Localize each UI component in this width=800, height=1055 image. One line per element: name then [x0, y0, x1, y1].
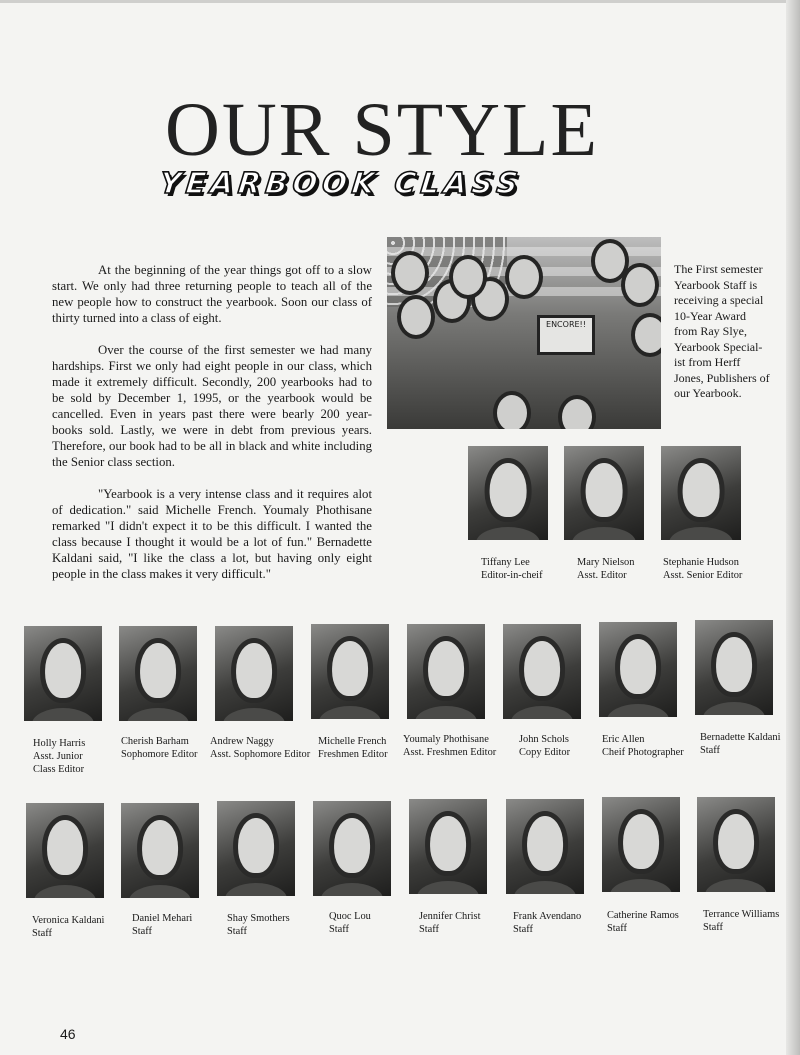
page-top-edge	[0, 0, 800, 3]
group-member	[635, 317, 661, 353]
staff-caption	[403, 733, 496, 759]
person-role: Staff	[329, 924, 350, 935]
page-subtitle: YEARBOOK CLASS	[158, 166, 525, 200]
person-role: Staff	[132, 926, 153, 937]
staff-caption	[602, 733, 684, 759]
person-name: Frank Avendano	[513, 911, 582, 922]
portrait-photo	[599, 622, 677, 717]
portrait-photo	[119, 626, 197, 721]
portrait-photo	[311, 624, 389, 719]
person-name: Shay Smothers	[227, 913, 290, 924]
paragraph-text: At the beginning of the year things got off to a slow start. We only had three returning people to teach all of the new people how to construct the yearbook. Soon our class of thirty turned into a class of eight.	[52, 263, 372, 325]
person-role: Asst. Senior Editor	[663, 570, 743, 581]
person-name: Catherine Ramos	[607, 910, 679, 921]
person-role: Staff	[419, 924, 440, 935]
intro-paragraph-3	[52, 486, 372, 582]
portrait-photo	[217, 801, 295, 896]
person-name: Youmaly Phothisane	[403, 734, 489, 745]
staff-caption	[32, 914, 104, 940]
editor-caption	[481, 556, 543, 582]
person-name: Stephanie Hudson	[663, 557, 739, 568]
person-name: Jennifer Christ	[419, 911, 481, 922]
staff-caption	[513, 910, 581, 936]
intro-paragraph-1	[52, 262, 372, 326]
staff-caption	[210, 735, 310, 761]
portrait-photo	[215, 626, 293, 721]
portrait-photo	[564, 446, 644, 540]
portrait-photo	[506, 799, 584, 894]
staff-caption	[329, 910, 371, 936]
staff-caption	[227, 912, 290, 938]
group-photo	[387, 237, 661, 429]
editor-caption	[577, 556, 634, 582]
person-role: Staff	[227, 926, 248, 937]
person-name: Veronica Kaldani	[32, 915, 105, 926]
page-title: OUR STYLE	[165, 88, 599, 172]
person-role: Freshmen Editor	[318, 749, 388, 760]
intro-paragraph-2	[52, 342, 372, 470]
portrait-photo	[697, 797, 775, 892]
person-name: Andrew Naggy	[210, 736, 274, 747]
portrait-photo	[661, 446, 741, 540]
group-member	[453, 259, 483, 295]
staff-caption	[519, 733, 570, 759]
person-name: Quoc Lou	[329, 911, 371, 922]
person-role: Asst. Editor	[577, 570, 627, 581]
group-member	[625, 267, 655, 303]
person-role: Staff	[607, 923, 628, 934]
staff-caption	[700, 731, 781, 757]
staff-caption	[318, 735, 388, 761]
person-role: Copy Editor	[519, 747, 571, 758]
person-name: Mary Nielson	[577, 557, 635, 568]
award-plaque: ENCORE!!	[537, 315, 595, 355]
group-photo-caption: The First semester Yearbook Staff is receiving a special 10-Year Award from Ray Slye, Yearbook Special-ist from Herff Jones, Publishers of our Yearbook.	[674, 262, 770, 400]
portrait-photo	[503, 624, 581, 719]
staff-caption	[419, 910, 480, 936]
portrait-photo	[695, 620, 773, 715]
group-member	[595, 243, 625, 279]
person-name: Eric Allen	[602, 734, 645, 745]
group-member	[401, 299, 431, 335]
portrait-photo	[407, 624, 485, 719]
group-member	[562, 399, 592, 429]
person-name: Cherish Barham	[121, 736, 189, 747]
page-number: 46	[60, 1026, 76, 1042]
page-binding-shadow	[786, 0, 800, 1055]
portrait-photo	[468, 446, 548, 540]
person-name: Bernadette Kaldani	[700, 732, 781, 743]
portrait-photo	[26, 803, 104, 898]
person-role: Staff	[700, 745, 721, 756]
person-role: Asst. Sophomore Editor	[210, 749, 311, 760]
paragraph-text: "Yearbook is a very intense class and it requires alot of dedication." said Michelle French. Youmaly Phothisane remarked "I didn't expect it to be this difficult. I wanted the class because I thought it would be a lot of fun." Bernadette Kaldani said, "I like the class a lot, but having only eight people in the class makes it very difficult."	[52, 487, 372, 581]
person-name: Tiffany Lee	[481, 557, 530, 568]
staff-caption	[607, 909, 679, 935]
portrait-photo	[409, 799, 487, 894]
group-member	[509, 259, 539, 295]
portrait-photo	[313, 801, 391, 896]
person-role: Sophomore Editor	[121, 749, 198, 760]
portrait-photo	[24, 626, 102, 721]
person-role: Asst. Freshmen Editor	[403, 747, 497, 758]
paragraph-text: Over the course of the first semester we had many hardships. First we only had eight people in our class, which made it extremely difficult. Secondly, 200 yearbooks had to be sold by December 1, 1995, or the yearbook would be cancelled. Even in years past there were bearly 200 year-books sold. Lastly, we were in debt from previous years. Therefore, our book had to be all in black and white including the Senior class section.	[52, 343, 372, 469]
person-role: Class Editor	[33, 764, 85, 775]
portrait-photo	[121, 803, 199, 898]
person-name: Terrance Williams	[703, 909, 780, 920]
person-name: Holly Harris	[33, 738, 86, 749]
person-role: Cheif Photographer	[602, 747, 684, 758]
group-member	[395, 255, 425, 291]
person-role: Staff	[703, 922, 724, 933]
staff-caption	[33, 737, 85, 776]
portrait-photo	[602, 797, 680, 892]
person-name: Michelle French	[318, 736, 387, 747]
person-role: Asst. Junior	[33, 751, 83, 762]
person-role: Staff	[32, 928, 53, 939]
person-role: Editor-in-cheif	[481, 570, 543, 581]
staff-caption	[132, 912, 192, 938]
staff-caption	[121, 735, 197, 761]
person-name: Daniel Mehari	[132, 913, 193, 924]
staff-caption	[703, 908, 779, 934]
person-name: John Schols	[519, 734, 569, 745]
editor-caption	[663, 556, 742, 582]
group-member	[497, 395, 527, 429]
person-role: Staff	[513, 924, 534, 935]
